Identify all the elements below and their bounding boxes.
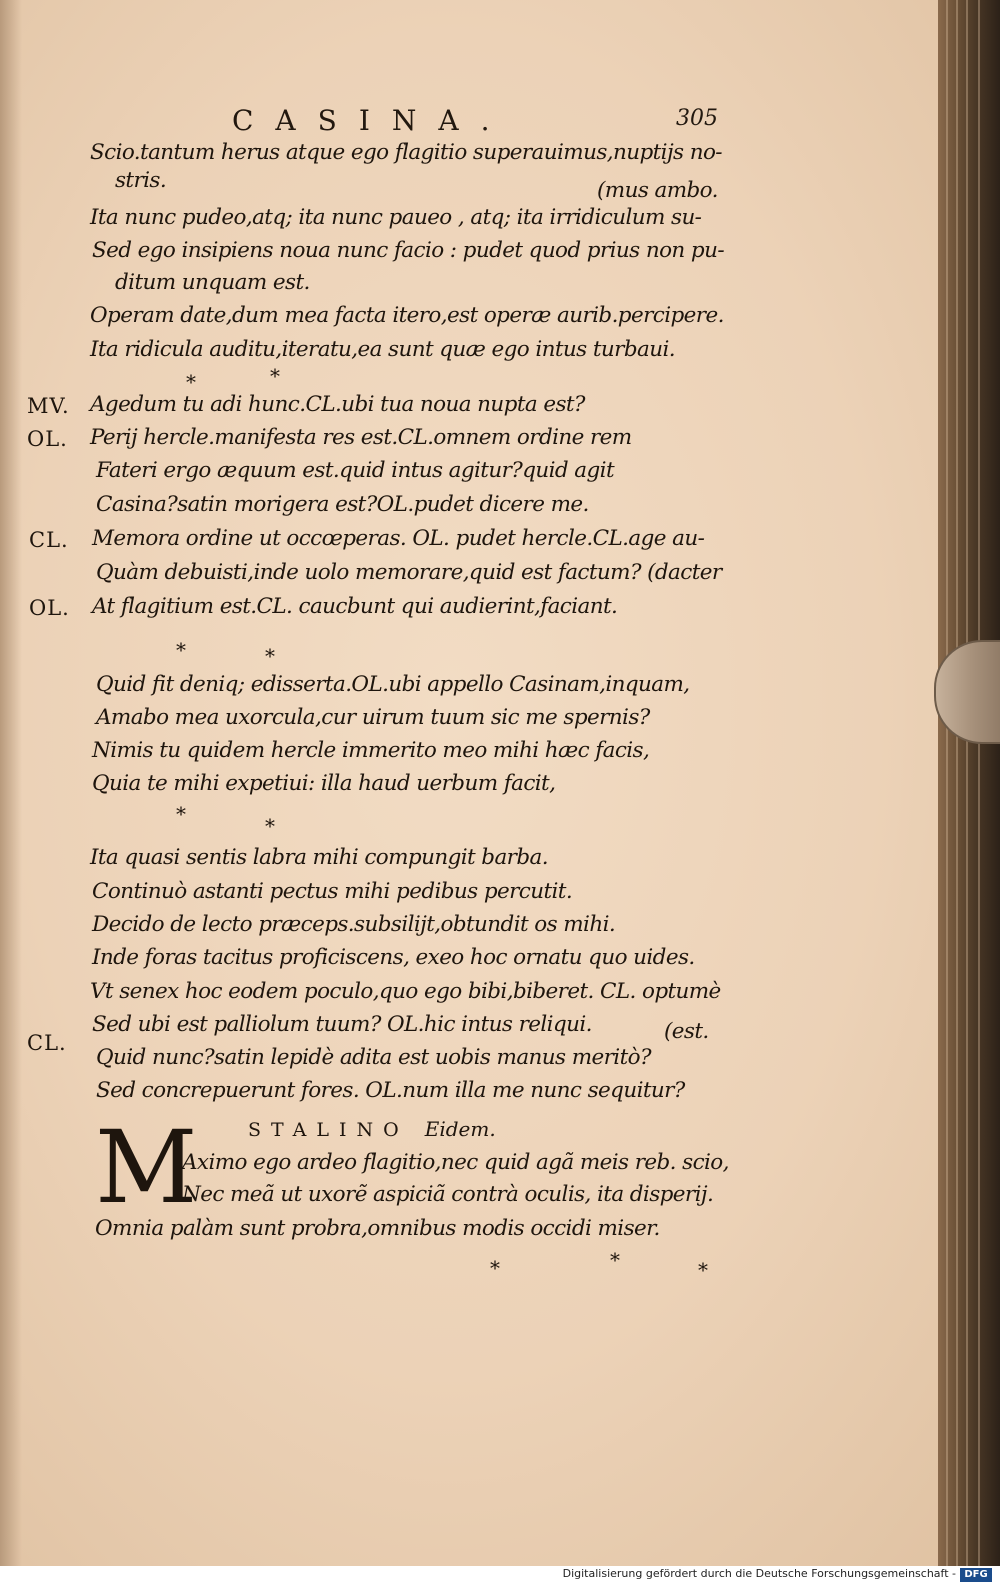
text-line: (est. xyxy=(664,1019,709,1044)
speaker-label: MV. xyxy=(27,394,70,418)
text-line: Nec meã ut uxorẽ aspiciã contrà oculis, ita disperij. xyxy=(182,1182,714,1207)
text-line: At flagitium est.CL. caucbunt qui audierint,faciant. xyxy=(92,594,618,619)
text-line: Sed ego insipiens noua nunc facio : pudet quod prius non pu- xyxy=(92,238,724,263)
scene-heading xyxy=(248,1117,496,1141)
text-line: stris. xyxy=(115,168,167,193)
gutter-shadow xyxy=(0,0,22,1566)
asterisk: * xyxy=(698,1258,708,1282)
asterisk: * xyxy=(176,802,186,826)
text-line: ditum unquam est. xyxy=(115,270,310,295)
asterisk: * xyxy=(270,364,280,388)
text-line: Aximo ego ardeo flagitio,nec quid agã meis reb. scio, xyxy=(182,1150,729,1175)
text-line: Inde foras tacitus proficiscens, exeo hoc ornatu quo uides. xyxy=(92,945,695,970)
text-line: Fateri ergo æquum est.quid intus agitur?quid agit xyxy=(96,458,614,483)
text-line: Quàm debuisti,inde uolo memorare,quid est factum? (dacter xyxy=(96,560,722,585)
speaker-label: CL. xyxy=(29,528,69,552)
text-line: (mus ambo. xyxy=(597,178,718,203)
drop-cap: M xyxy=(95,1109,198,1226)
text-line: Sed ubi est palliolum tuum? OL.hic intus reliqui. xyxy=(92,1012,592,1037)
text-line: Decido de lecto præceps.subsilijt,obtundit os mihi. xyxy=(92,912,616,937)
page-number: 305 xyxy=(676,106,718,131)
text-line: Operam date,dum mea facta itero,est operæ aurib.percipere. xyxy=(90,303,724,328)
asterisk: * xyxy=(186,370,196,394)
text-line: Scio.tantum herus atque ego flagitio superauimus,nuptijs no- xyxy=(90,140,722,165)
scene-eidem: Eidem. xyxy=(424,1117,496,1141)
asterisk: * xyxy=(265,814,275,838)
text-line: Ita quasi sentis labra mihi compungit barba. xyxy=(90,845,548,870)
text-line: Perij hercle.manifesta res est.CL.omnem ordine rem xyxy=(90,425,632,450)
text-line: Casina?satin morigera est?OL.pudet dicere me. xyxy=(96,492,589,517)
text-line: Quia te mihi expetiui: illa haud uerbum facit, xyxy=(92,771,556,796)
text-line: Sed concrepuerunt fores. OL.num illa me nunc sequitur? xyxy=(96,1078,685,1103)
text-line: Nimis tu quidem hercle immerito meo mihi hæc facis, xyxy=(92,738,650,763)
text-line: Ita nunc pudeo,atq; ita nunc paueo , atq; ita irridiculum su- xyxy=(90,205,702,230)
dfg-logo: DFG xyxy=(960,1568,992,1582)
text-line: Ita ridicula auditu,iteratu,ea sunt quæ ego intus turbaui. xyxy=(90,337,675,362)
speaker-label: CL. xyxy=(27,1031,67,1055)
text-line: Vt senex hoc eodem poculo,quo ego bibi,biberet. CL. optumè xyxy=(90,979,721,1004)
text-line: Agedum tu adi hunc.CL.ubi tua noua nupta est? xyxy=(90,392,585,417)
asterisk: * xyxy=(490,1256,500,1280)
text-line: Omnia palàm sunt probra,omnibus modis occidi miser. xyxy=(95,1216,660,1241)
footer-credit: Digitalisierung gefördert durch die Deutsche Forschungsgemeinschaft - xyxy=(562,1567,956,1580)
text-line: Quid fit deniq; edisserta.OL.ubi appello Casinam,inquam, xyxy=(96,672,690,697)
text-line: Continuò astanti pectus mihi pedibus percutit. xyxy=(92,879,573,904)
running-title: CASINA. xyxy=(232,104,512,137)
scene-speaker: STALINO xyxy=(248,1119,409,1141)
asterisk: * xyxy=(265,644,275,668)
speaker-label: OL. xyxy=(29,596,70,620)
asterisk: * xyxy=(176,638,186,662)
text-line: Amabo mea uxorcula,cur uirum tuum sic me spernis? xyxy=(96,705,650,730)
asterisk: * xyxy=(610,1248,620,1272)
text-line: Quid nunc?satin lepidè adita est uobis manus meritò? xyxy=(96,1045,651,1070)
book-page-edges xyxy=(938,0,1000,1566)
speaker-label: OL. xyxy=(27,427,68,451)
text-line: Memora ordine ut occœperas. OL. pudet hercle.CL.age au- xyxy=(92,526,705,551)
